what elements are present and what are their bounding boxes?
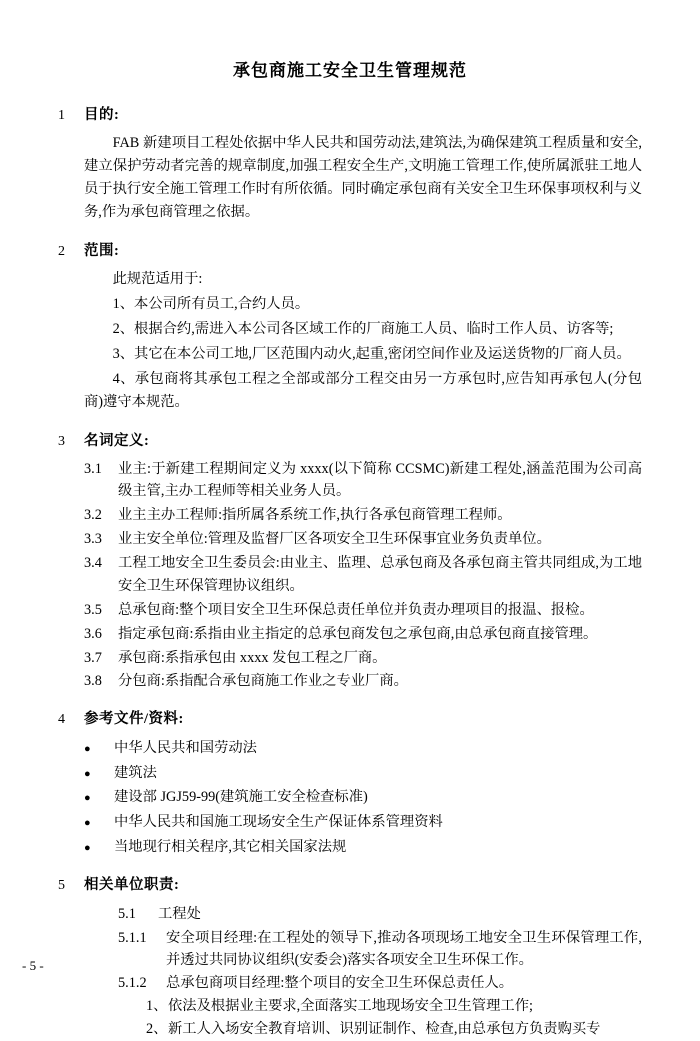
section-title: 范围: xyxy=(84,242,120,259)
item-text: 依法及根据业主要求,全面落实工地现场安全卫生管理工作; xyxy=(168,998,533,1015)
bullet-icon: ● xyxy=(84,767,91,780)
item-text: 新工人入场安全教育培训、识别证制作、检查,由总承包方负责购买专 xyxy=(168,1021,601,1037)
list-item: 1、本公司所有员工,合约人员。 xyxy=(112,295,310,312)
item-number: 2、 xyxy=(146,1021,168,1037)
section-references xyxy=(58,707,642,859)
item-text: 业主:于新建工程期间定义为 xxxx(以下简称 CCSMC)新建工程处,涵盖范围为公司高级主管,主办工程师等相关业务人员。 xyxy=(118,460,642,500)
section-purpose xyxy=(58,103,642,225)
list-item xyxy=(84,552,642,598)
item-text: 当地现行相关程序,其它相关国家法规 xyxy=(114,838,347,855)
subsection-number: 5.1 xyxy=(118,906,136,923)
section-scope xyxy=(58,239,642,415)
reference-list xyxy=(58,736,642,859)
list-item: 4、承包商将其承包工程之全部或部分工程交由另一方承包时,应告知再承包人(分包商)遵守本规范。 xyxy=(84,371,642,411)
list-item xyxy=(84,736,642,761)
item-number: 3.5 xyxy=(84,601,102,618)
section-heading xyxy=(58,873,642,894)
bullet-icon: ● xyxy=(84,841,91,854)
list-item xyxy=(84,670,642,693)
page-title: 承包商施工安全卫生管理规范 xyxy=(233,61,467,80)
list-item xyxy=(118,927,642,973)
bullet-icon: ● xyxy=(84,743,91,756)
list-item xyxy=(84,785,642,810)
item-text: 建设部 JGJ59-99(建筑施工安全检查标准) xyxy=(114,789,368,806)
item-text: 业主安全单位:管理及监督厂区各项安全卫生环保事宜业务负责单位。 xyxy=(118,531,551,548)
item-number: 3.6 xyxy=(84,625,102,642)
item-number: 1、 xyxy=(146,998,168,1015)
subsection-heading xyxy=(58,902,642,926)
definition-list xyxy=(58,458,642,694)
section-heading xyxy=(58,707,642,728)
list-item xyxy=(84,761,642,786)
item-text: 中华人民共和国劳动法 xyxy=(114,740,257,757)
item-number: 5.1.2 xyxy=(118,975,147,992)
paragraph: FAB 新建项目工程处依据中华人民共和国劳动法,建筑法,为确保建筑工程质量和安全,建立保护劳动者完善的规章制度,加强工程安全生产,文明施工管理工作,使所属派驻工地人员于执行安全施工管理工作时有所依循。同时确定承包商有关安全卫生环保事项权利与义务,作为承包商管理之依据。 xyxy=(84,135,642,221)
subsection-title: 工程处 xyxy=(158,906,201,923)
item-text: 工程工地安全卫生委员会:由业主、监理、总承包商及各承包商主管共同组成,为工地安全卫生环保管理协议组织。 xyxy=(118,555,642,594)
section-heading xyxy=(58,239,642,260)
scope-lead-text: 此规范适用于: xyxy=(112,270,203,287)
item-number: 3.7 xyxy=(84,649,102,666)
section-number: 5 xyxy=(58,878,65,894)
list-item: 3、其它在本公司工地,厂区范围内动火,起重,密闭空间作业及运送货物的厂商人员。 xyxy=(112,346,631,363)
responsibility-detail-list xyxy=(58,995,642,1041)
list-item xyxy=(118,972,642,995)
section-title: 目的: xyxy=(84,107,120,123)
item-number: 3.2 xyxy=(84,507,102,524)
section-title: 相关单位职责: xyxy=(84,877,180,894)
bullet-icon: ● xyxy=(84,792,91,805)
list-item xyxy=(146,995,642,1018)
page-number: - 5 - xyxy=(22,958,44,973)
list-item: 2、根据合约,需进入本公司各区域工作的厂商施工人员、临时工作人员、访客等; xyxy=(112,320,614,337)
item-number: 3.8 xyxy=(84,673,102,690)
list-item xyxy=(84,623,642,646)
list-item xyxy=(84,528,642,551)
item-number: 5.1.1 xyxy=(118,929,147,946)
item-number: 3.4 xyxy=(84,555,102,572)
item-text: 业主主办工程师:指所属各系统工作,执行各承包商管理工程师。 xyxy=(118,507,512,524)
section-definitions xyxy=(58,429,642,694)
list-item xyxy=(84,810,642,835)
item-number: 3.1 xyxy=(84,460,102,477)
section-number: 4 xyxy=(58,712,65,728)
item-text: 分包商:系指配合承包商施工作业之专业厂商。 xyxy=(118,673,408,690)
list-item xyxy=(84,458,642,504)
item-text: 承包商:系指承包由 xxxx 发包工程之厂商。 xyxy=(118,649,387,666)
item-text: 总承包商:整个项目安全卫生环保总责任单位并负责办理项目的报温、报检。 xyxy=(118,601,594,618)
section-number: 1 xyxy=(58,108,65,123)
item-text: 中华人民共和国施工现场安全生产保证体系管理资料 xyxy=(114,814,443,831)
section-title: 名词定义: xyxy=(84,432,150,449)
section-number: 2 xyxy=(58,243,65,259)
item-text: 安全项目经理:在工程处的领导下,推动各项现场工地安全卫生环保管理工作,并透过共同协议组织(安委会)落实各项安全卫生环保工作。 xyxy=(166,929,642,969)
section-number: 3 xyxy=(58,433,65,449)
section-title: 参考文件/资料: xyxy=(84,711,184,728)
list-item xyxy=(84,835,642,860)
list-item xyxy=(84,647,642,670)
list-item xyxy=(84,504,642,527)
section-responsibilities xyxy=(58,873,642,1041)
item-text: 指定承包商:系指由业主指定的总承包商发包之承包商,由总承包商直接管理。 xyxy=(118,625,598,642)
responsibility-list xyxy=(58,927,642,996)
item-text: 总承包商项目经理:整个项目的安全卫生环保总责任人。 xyxy=(166,975,514,992)
list-item xyxy=(84,599,642,622)
list-item xyxy=(146,1018,642,1041)
bullet-icon: ● xyxy=(84,817,91,830)
item-number: 3.3 xyxy=(84,531,102,548)
section-heading xyxy=(58,103,642,124)
section-heading xyxy=(58,429,642,450)
item-text: 建筑法 xyxy=(114,764,157,781)
